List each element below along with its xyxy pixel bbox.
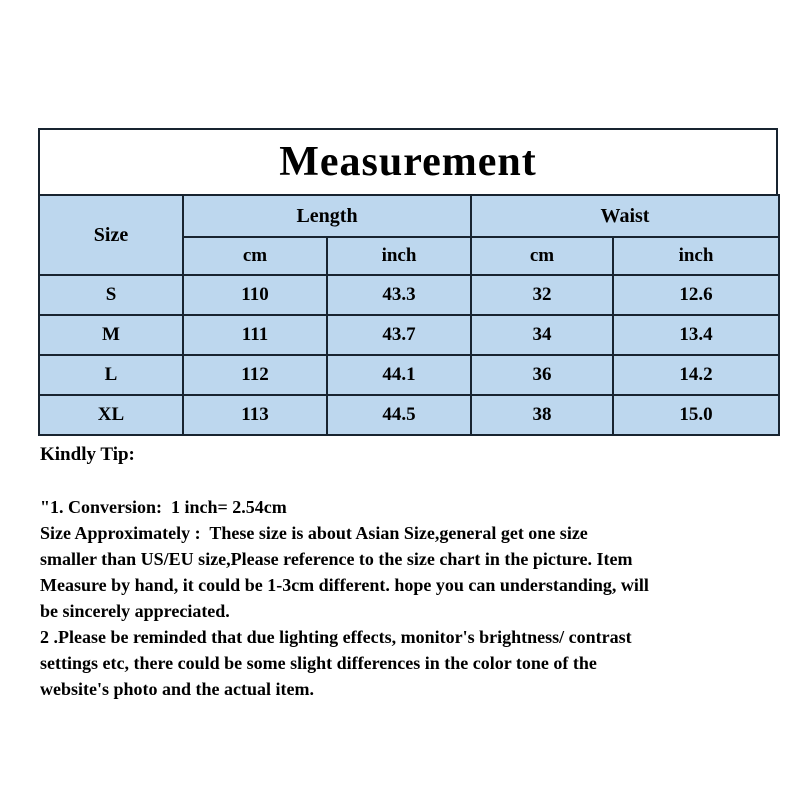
tip-line: settings etc, there could be some slight differences in the color tone of the <box>40 653 597 673</box>
length-cm-value: 113 <box>183 395 327 435</box>
kindly-tip-heading: Kindly Tip: <box>40 444 135 465</box>
waist-cm-value: 32 <box>471 275 613 315</box>
length-inch-value: 43.7 <box>327 315 471 355</box>
header-length-inch: inch <box>327 237 471 275</box>
size-table <box>38 194 780 436</box>
size-chart-content <box>38 128 778 702</box>
tip-line: website's photo and the actual item. <box>40 679 314 699</box>
measurement-title-box <box>38 128 778 196</box>
header-length: Length <box>183 195 471 237</box>
table-header-row-groups <box>39 195 779 237</box>
table-row <box>39 395 779 435</box>
waist-cm-value: 36 <box>471 355 613 395</box>
size-label: M <box>39 315 183 355</box>
waist-inch-value: 15.0 <box>613 395 779 435</box>
waist-inch-value: 13.4 <box>613 315 779 355</box>
table-row <box>39 355 779 395</box>
waist-inch-value: 12.6 <box>613 275 779 315</box>
waist-cm-value: 34 <box>471 315 613 355</box>
size-label: S <box>39 275 183 315</box>
tip-line: 2 .Please be reminded that due lighting effects, monitor's brightness/ contrast <box>40 627 632 647</box>
table-row <box>39 275 779 315</box>
kindly-tip-section <box>40 444 778 702</box>
length-inch-value: 44.5 <box>327 395 471 435</box>
waist-cm-value: 38 <box>471 395 613 435</box>
size-label: L <box>39 355 183 395</box>
waist-inch-value: 14.2 <box>613 355 779 395</box>
measurement-title: Measurement <box>279 139 537 185</box>
tip-line: "1. Conversion: 1 inch= 2.54cm <box>40 497 287 517</box>
header-waist-inch: inch <box>613 237 779 275</box>
length-inch-value: 43.3 <box>327 275 471 315</box>
length-cm-value: 111 <box>183 315 327 355</box>
kindly-tip-body <box>40 494 778 702</box>
tip-line: Size Approximately : These size is about Asian Size,general get one size <box>40 523 588 543</box>
length-inch-value: 44.1 <box>327 355 471 395</box>
header-size: Size <box>39 195 183 275</box>
header-length-cm: cm <box>183 237 327 275</box>
header-waist-cm: cm <box>471 237 613 275</box>
tip-line: Measure by hand, it could be 1-3cm different. hope you can understanding, will <box>40 575 649 595</box>
tip-line: be sincerely appreciated. <box>40 601 230 621</box>
size-label: XL <box>39 395 183 435</box>
tip-line: smaller than US/EU size,Please reference to the size chart in the picture. Item <box>40 549 633 569</box>
header-waist: Waist <box>471 195 779 237</box>
length-cm-value: 110 <box>183 275 327 315</box>
length-cm-value: 112 <box>183 355 327 395</box>
table-row <box>39 315 779 355</box>
